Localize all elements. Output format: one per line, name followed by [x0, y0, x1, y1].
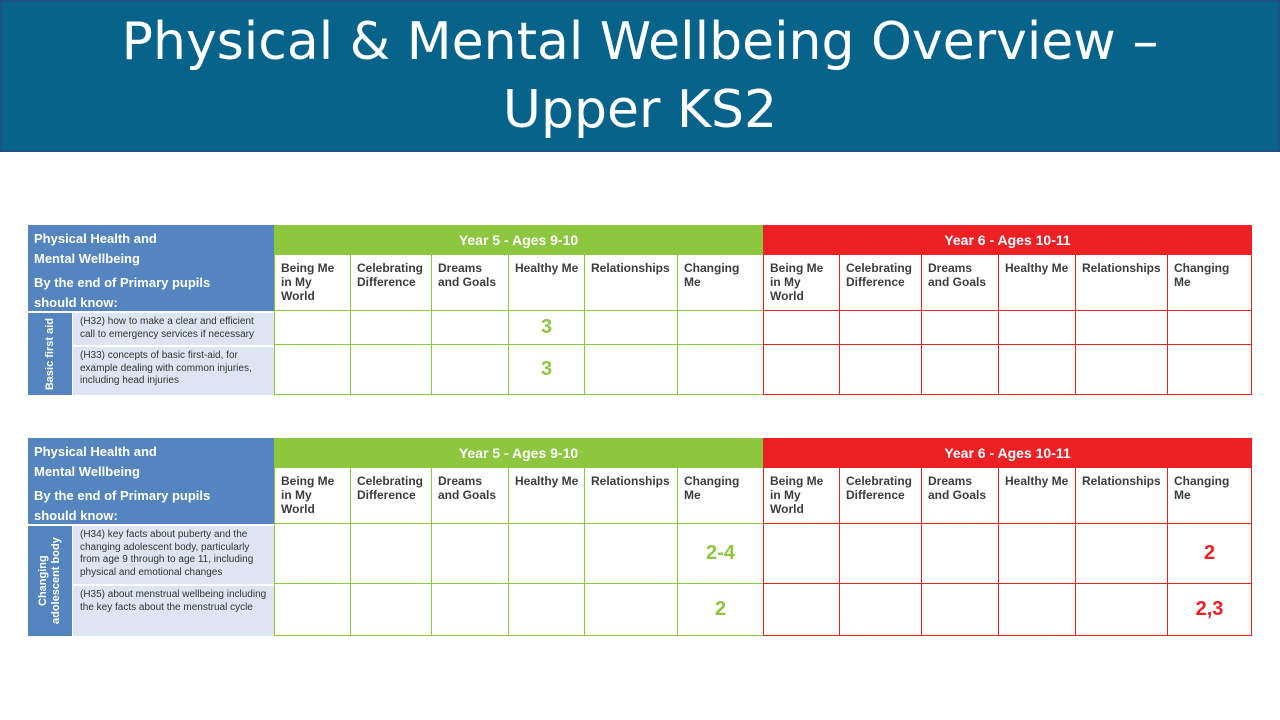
- header-text: should know:: [34, 508, 118, 523]
- header-text: Physical Health and: [34, 444, 157, 459]
- column-header: Healthy Me: [508, 255, 584, 311]
- column-header: Changing Me: [1167, 468, 1252, 524]
- lesson-cell: [839, 584, 921, 636]
- header-text: By the end of Primary pupils: [34, 275, 211, 290]
- curriculum-table: [28, 438, 1252, 636]
- lesson-cell: 3: [508, 345, 584, 395]
- lesson-cell: [998, 311, 1075, 345]
- lesson-cell: 2: [1167, 524, 1252, 584]
- lesson-cell: [763, 584, 839, 636]
- lesson-cell: [921, 345, 998, 395]
- table-header-block: [28, 438, 274, 524]
- lesson-cell: [1075, 345, 1167, 395]
- column-header: Dreams and Goals: [921, 468, 998, 524]
- lesson-cell: [584, 524, 677, 584]
- page-title-line2: Upper KS2: [502, 80, 778, 140]
- column-header: Being Me in My World: [763, 468, 839, 524]
- column-header: Healthy Me: [998, 468, 1075, 524]
- lesson-cell: [1075, 311, 1167, 345]
- lesson-cell: [431, 524, 508, 584]
- column-header: Changing Me: [677, 255, 763, 311]
- column-header: Celebrating Difference: [350, 468, 431, 524]
- objective-description: (H33) concepts of basic first-aid, for example dealing with common injuries, including head injuries: [72, 345, 274, 395]
- header-text: Mental Wellbeing: [34, 251, 140, 266]
- column-header: Changing Me: [1167, 255, 1252, 311]
- lesson-cell: [763, 345, 839, 395]
- lesson-cell: [431, 311, 508, 345]
- lesson-cell: [677, 345, 763, 395]
- lesson-cell: [1167, 311, 1252, 345]
- lesson-cell: [763, 311, 839, 345]
- title-banner: [0, 0, 1280, 152]
- column-header: Healthy Me: [508, 468, 584, 524]
- lesson-cell: [677, 311, 763, 345]
- lesson-cell: [839, 345, 921, 395]
- column-header: Changing Me: [677, 468, 763, 524]
- lesson-cell: [431, 345, 508, 395]
- table-header-block: [28, 225, 274, 311]
- lesson-cell: 2,3: [1167, 584, 1252, 636]
- year5-header: Year 5 - Ages 9-10: [274, 225, 763, 255]
- lesson-cell: [1167, 345, 1252, 395]
- lesson-cell: [839, 311, 921, 345]
- lesson-cell: [274, 311, 350, 345]
- lesson-cell: [998, 524, 1075, 584]
- column-header: Dreams and Goals: [431, 468, 508, 524]
- section-label: [28, 524, 72, 636]
- section-label-text: Basic first aid: [43, 317, 56, 391]
- column-header: Relationships: [584, 468, 677, 524]
- year6-header: Year 6 - Ages 10-11: [763, 225, 1252, 255]
- lesson-cell: [274, 345, 350, 395]
- header-text: Mental Wellbeing: [34, 464, 140, 479]
- lesson-cell: [998, 584, 1075, 636]
- lesson-cell: [584, 584, 677, 636]
- curriculum-table: [28, 225, 1252, 395]
- objective-description: (H35) about menstrual wellbeing including the key facts about the menstrual cycle: [72, 584, 274, 636]
- lesson-cell: [350, 584, 431, 636]
- lesson-cell: [998, 345, 1075, 395]
- column-header: Dreams and Goals: [921, 255, 998, 311]
- column-header: Dreams and Goals: [431, 255, 508, 311]
- lesson-cell: [274, 584, 350, 636]
- lesson-cell: [921, 311, 998, 345]
- column-header: Celebrating Difference: [839, 468, 921, 524]
- lesson-cell: [431, 584, 508, 636]
- header-text: By the end of Primary pupils: [34, 488, 211, 503]
- page-title-line1: Physical & Mental Wellbeing Overview –: [121, 12, 1159, 72]
- lesson-cell: [921, 584, 998, 636]
- lesson-cell: 3: [508, 311, 584, 345]
- section-label: [28, 311, 72, 395]
- column-header: Being Me in My World: [274, 468, 350, 524]
- column-header: Relationships: [1075, 255, 1167, 311]
- header-text: Physical Health and: [34, 231, 157, 246]
- lesson-cell: [839, 524, 921, 584]
- lesson-cell: [584, 345, 677, 395]
- column-header: Healthy Me: [998, 255, 1075, 311]
- lesson-cell: [350, 345, 431, 395]
- column-header: Celebrating Difference: [839, 255, 921, 311]
- lesson-cell: [508, 524, 584, 584]
- year6-header: Year 6 - Ages 10-11: [763, 438, 1252, 468]
- year5-header: Year 5 - Ages 9-10: [274, 438, 763, 468]
- column-header: Celebrating Difference: [350, 255, 431, 311]
- lesson-cell: [921, 524, 998, 584]
- column-header: Being Me in My World: [763, 255, 839, 311]
- section-label-text: Changing adolescent body: [37, 537, 62, 625]
- lesson-cell: 2: [677, 584, 763, 636]
- objective-description: (H34) key facts about puberty and the changing adolescent body, particularly from age 9 through to age 11, including physical and emotional changes: [72, 524, 274, 584]
- lesson-cell: [763, 524, 839, 584]
- column-header: Relationships: [584, 255, 677, 311]
- lesson-cell: [274, 524, 350, 584]
- lesson-cell: [1075, 584, 1167, 636]
- column-header: Relationships: [1075, 468, 1167, 524]
- lesson-cell: [350, 311, 431, 345]
- header-text: should know:: [34, 295, 118, 310]
- lesson-cell: [508, 584, 584, 636]
- column-header: Being Me in My World: [274, 255, 350, 311]
- objective-description: (H32) how to make a clear and efficient call to emergency services if necessary: [72, 311, 274, 345]
- lesson-cell: [584, 311, 677, 345]
- lesson-cell: [350, 524, 431, 584]
- lesson-cell: 2-4: [677, 524, 763, 584]
- lesson-cell: [1075, 524, 1167, 584]
